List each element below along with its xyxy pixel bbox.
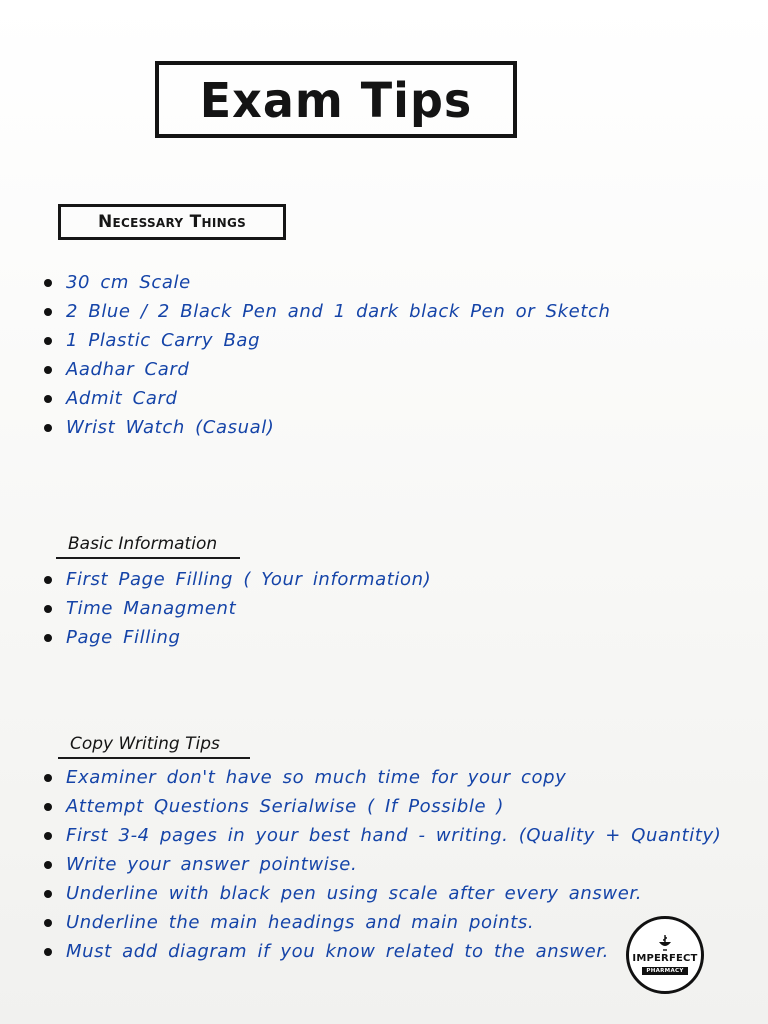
list-item: 30 cm Scale — [44, 268, 611, 297]
bullet-icon — [44, 366, 52, 374]
necessary-things-heading-box — [58, 204, 286, 240]
bullet-icon — [44, 308, 52, 316]
list-item: Underline the main headings and main points. — [44, 908, 721, 937]
list-item: Underline with black pen using scale after every answer. — [44, 879, 721, 908]
bullet-icon — [44, 832, 52, 840]
bullet-icon — [44, 861, 52, 869]
bullet-icon — [44, 803, 52, 811]
page-title: Exam Tips — [199, 71, 473, 128]
list-item: Wrist Watch (Casual) — [44, 413, 611, 442]
bullet-icon — [44, 774, 52, 782]
list-item: Aadhar Card — [44, 355, 611, 384]
list-item: Write your answer pointwise. — [44, 850, 721, 879]
list-item: First Page Filling ( Your information) — [44, 565, 431, 594]
copy-writing-tips-heading: Copy Writing Tips — [58, 734, 250, 759]
list-item: 2 Blue / 2 Black Pen and 1 dark black Pen or Sketch — [44, 297, 611, 326]
necessary-things-list — [44, 268, 611, 442]
basic-information-heading: Basic Information — [56, 534, 240, 559]
bullet-icon — [44, 948, 52, 956]
bullet-icon — [44, 576, 52, 584]
bullet-icon — [44, 337, 52, 345]
list-item: First 3-4 pages in your best hand - writing. (Quality + Quantity) — [44, 821, 721, 850]
list-item: Must add diagram if you know related to the answer. — [44, 937, 721, 966]
logo-subtitle: PHARMACY — [642, 967, 687, 975]
copy-writing-tips-list — [44, 763, 721, 966]
list-item: Attempt Questions Serialwise ( If Possible ) — [44, 792, 721, 821]
necessary-things-heading: Necessary Things — [97, 212, 247, 232]
bullet-icon — [44, 605, 52, 613]
list-item: Examiner don't have so much time for your copy — [44, 763, 721, 792]
pharmacy-bowl-icon — [655, 935, 675, 951]
bullet-icon — [44, 279, 52, 287]
bullet-icon — [44, 395, 52, 403]
logo-name: IMPERFECT — [632, 953, 698, 964]
bullet-icon — [44, 424, 52, 432]
list-item: Admit Card — [44, 384, 611, 413]
list-item: 1 Plastic Carry Bag — [44, 326, 611, 355]
bullet-icon — [44, 634, 52, 642]
imperfect-pharmacy-logo — [626, 916, 704, 994]
title-box — [155, 61, 517, 138]
list-item: Page Filling — [44, 623, 431, 652]
bullet-icon — [44, 890, 52, 898]
basic-information-list — [44, 565, 431, 652]
bullet-icon — [44, 919, 52, 927]
list-item: Time Managment — [44, 594, 431, 623]
